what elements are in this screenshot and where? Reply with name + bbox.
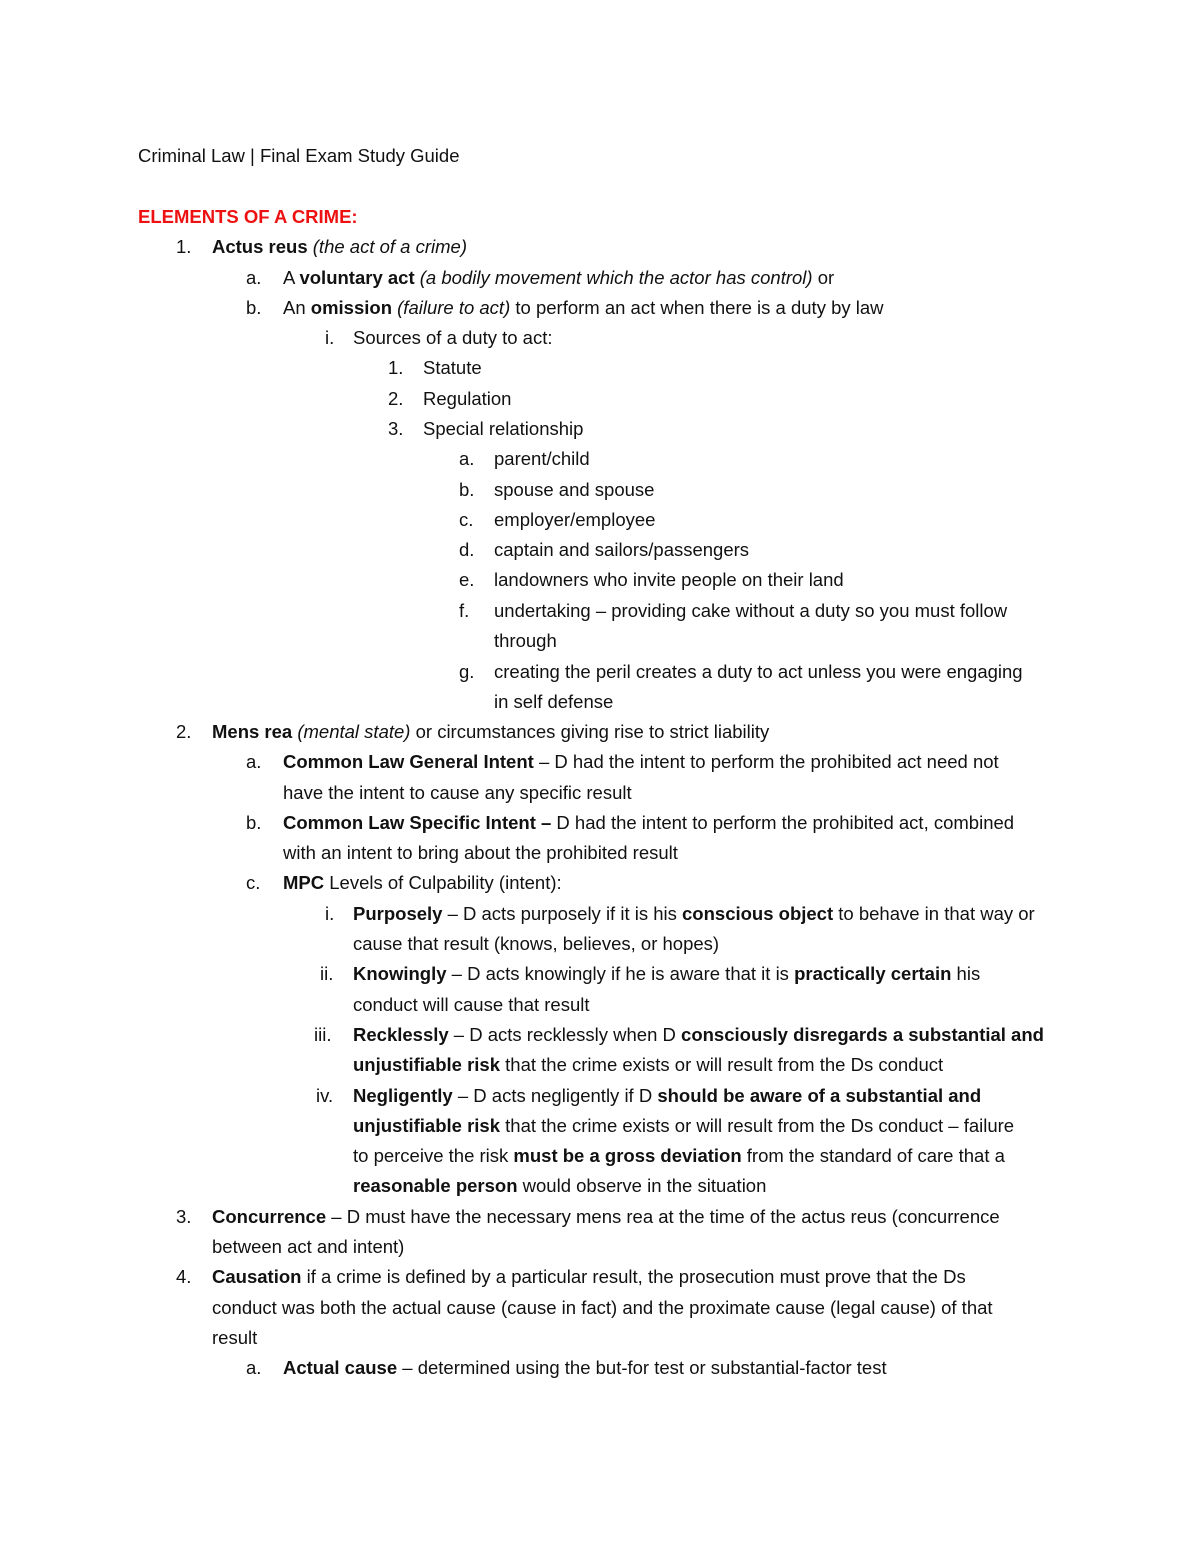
document-page: Criminal Law | Final Exam Study Guide ELEMENTS OF A CRIME: 1. Actus reus (the act of a crime) a. A voluntary act (a bodily movement which the actor has control) or b. An omission (failure to act) to perform an act when there is a duty by law i. Sources of a duty to act: 1. Statute 2. Regulation 3. Special relationship a. parent/child b. spouse and spouse c. employer/employee d. captain and sailors/passengers e. landowners who invite people on their land f. undertaking – providing cake without a duty so you must follow through g. creating the peril creates a duty to act unless you were engaging in self defense 2. Mens rea (mental state) or circumstances giving rise to strict liability a. Common Law General Intent – D had the intent to perform the prohibited act need not have the intent to cause any specific result b. Common Law Specific Intent – D had the intent to perform the prohibited act, combined with an intent to bring about the prohibited result c. MPC Levels of Culpability (intent): i. Purposely – D acts purposely if it is his conscious object to behave in that way or cause that result (knows, believes, or hopes) ii. Knowingly – D acts knowingly if he is aware that it is practically certain his conduct will cause that result iii. Recklessly – D acts recklessly when D consciously disregards a substantial and unjustifiable risk that the crime exists or will result from the Ds conduct iv. Negligently – D acts negligently if D should be aware of a substantial and unjustifiable risk that the crime exists or will result from the Ds conduct – failure to perceive the risk must be a gross deviation from the standard of care that a reasonable person would observe in the situation 3. Concurrence – D must have the necessary mens rea at the time of the actus reus (concurrence between act and intent) 4. Causation if a crime is defined by a particular result, the prosecution must prove that the Ds conduct was both the actual cause (cause in fact) and the proximate cause (legal cause) of that result a. Actual cause – determined using the but-for test or substantial-factor test — [138, 145, 1044, 1378]
